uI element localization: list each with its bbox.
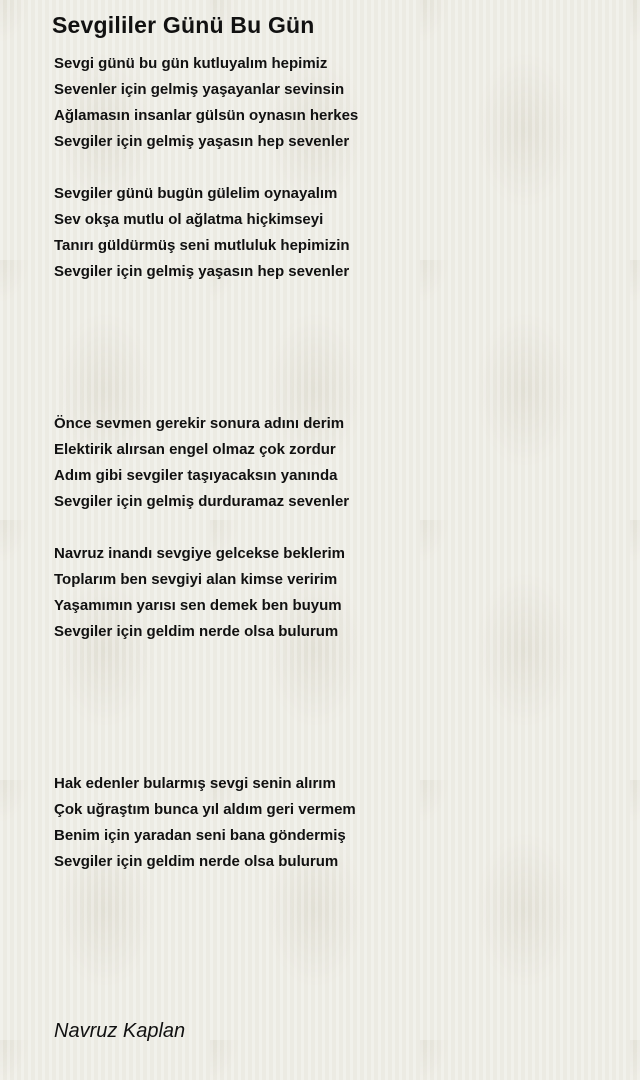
poem-line: Sevgiler için geldim nerde olsa bulurum xyxy=(54,623,339,640)
poem-line: Toplarım ben sevgiyi alan kimse veririm xyxy=(54,571,338,588)
poem-line: Tanırı güldürmüş seni mutluluk hepimizin xyxy=(54,237,350,254)
stanza-4 xyxy=(54,541,345,645)
poem-line: Navruz inandı sevgiye gelcekse beklerim xyxy=(54,545,345,562)
poem-line: Elektirik alırsan engel olmaz çok zordur xyxy=(54,441,336,458)
stanza-1 xyxy=(54,51,358,155)
poem-line: Sevgiler için gelmiş yaşasın hep sevenler xyxy=(54,133,350,150)
poem-line: Sevenler için gelmiş yaşayanlar sevinsin xyxy=(54,81,345,98)
poem-line: Önce sevmen gerekir sonura adını derim xyxy=(54,415,345,432)
stanza-2 xyxy=(54,181,350,285)
poem-line: Sevgi günü bu gün kutluyalım hepimiz xyxy=(54,55,328,72)
author-name: Navruz Kaplan xyxy=(54,1020,186,1042)
stanza-5 xyxy=(54,771,356,875)
poem-line: Sev okşa mutlu ol ağlatma hiçkimseyi xyxy=(54,211,324,228)
poem-line: Sevgiler için geldim nerde olsa bulurum xyxy=(54,853,339,870)
poem-line: Çok uğraştım bunca yıl aldım geri vermem xyxy=(54,801,356,818)
poem-line: Adım gibi sevgiler taşıyacaksın yanında xyxy=(54,467,338,484)
poem-title: Sevgililer Günü Bu Gün xyxy=(52,12,315,38)
poem-line: Sevgiler günü bugün gülelim oynayalım xyxy=(54,185,338,202)
poem-line: Sevgiler için gelmiş yaşasın hep sevenler xyxy=(54,263,350,280)
poem-line: Sevgiler için gelmiş durduramaz sevenler xyxy=(54,493,350,510)
poem-line: Yaşamımın yarısı sen demek ben buyum xyxy=(54,597,342,614)
poem-line: Benim için yaradan seni bana göndermiş xyxy=(54,827,346,844)
poem-line: Ağlamasın insanlar gülsün oynasın herkes xyxy=(54,107,359,124)
poem-line: Hak edenler bularmış sevgi senin alırım xyxy=(54,775,336,792)
stanza-3 xyxy=(54,411,349,515)
